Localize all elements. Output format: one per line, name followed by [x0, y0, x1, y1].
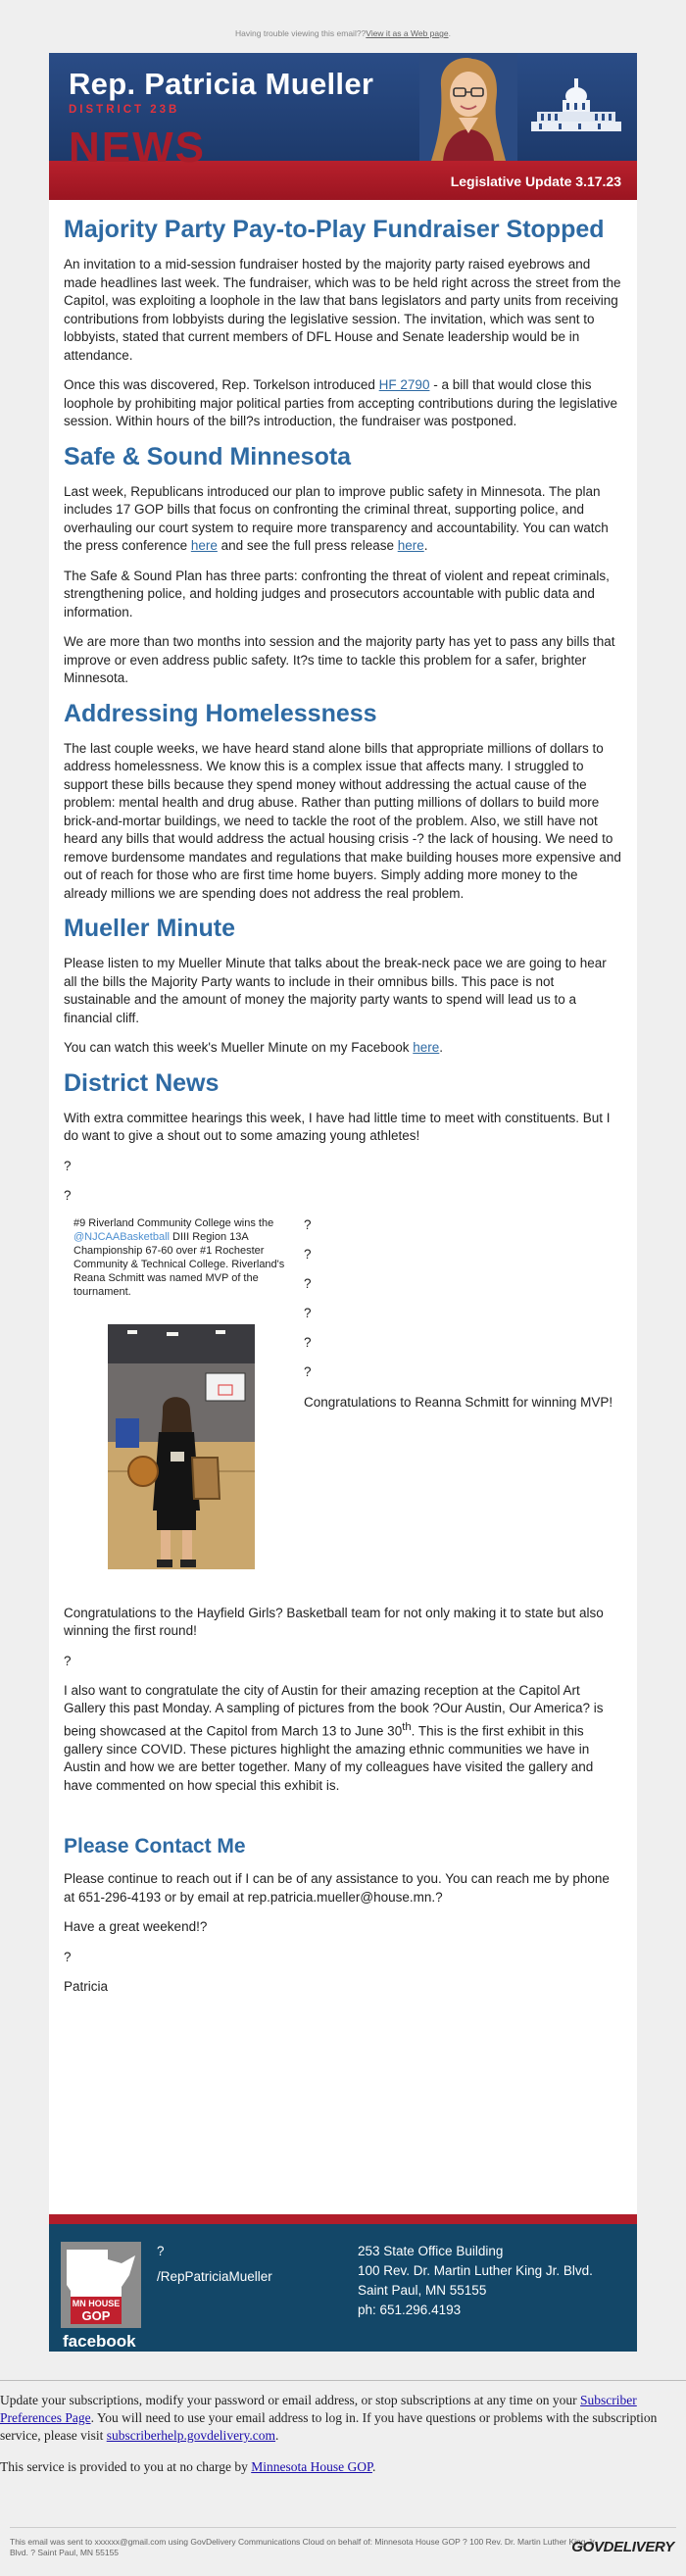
footer-band: [49, 2214, 637, 2351]
placeholder-mark: ?: [304, 1305, 312, 1320]
contact-paragraph: Please continue to reach out if I can be of any assistance to you. You can reach me by phone at 651-296-4193 or by email at rep.patricia.mueller@house.mn.?: [64, 1871, 610, 1905]
contact-heading: Please Contact Me: [64, 1835, 246, 1858]
email-body: [49, 53, 637, 2351]
tweet-side-column: [304, 1216, 617, 1412]
newsletter-content: [64, 208, 622, 2007]
weekend-greeting: Have a great weekend!?: [64, 1919, 208, 1934]
austin-paragraph: I also want to congratulate the city of Austin for their amazing reception at the Capitol Art Gallery this past Monday. A sampling of pictures from the book ?Our Austin, Our America? is being showcased at the Capitol from March 13 to June 30th. This is the first exhibit in this gallery since COVID. These pictures highlight the amazing ethnic communities we have in Austin and how we are better together. Many of my colleagues have visited the gallery and have commented on how special this exhibit is.: [64, 1682, 604, 1793]
placeholder-mark: ?: [304, 1275, 312, 1291]
tweet-embed-row: [64, 1216, 622, 1599]
tweet-card: [74, 1216, 299, 1299]
district-news-heading: District News: [64, 1068, 220, 1097]
press-release-link[interactable]: here: [397, 538, 424, 553]
subscription-notice: [0, 2392, 686, 2490]
subscription-paragraph: Update your subscriptions, modify your password or email address, or stop subscriptions at any time on your Subscriber Preferences Page. You will need to use your email address to log in. If you have questions or problems with the subscription service, please visit subscriberhelp.govdelivery.com.: [0, 2393, 658, 2443]
safe-sound-paragraph-3: We are more than two months into session and the majority party has yet to pass any bills that improve or even address public safety. It?s time to tackle this problem for a safer, brighter Minnesota.: [64, 634, 615, 685]
basketball-player-photo: [108, 1324, 255, 1569]
tweet-text: #9 Riverland Community College wins the @NJCAABasketball DIII Region 13A Championship 67-60 over #1 Rochester Community & Technical College. Riverland's Reana Schmitt was named MVP of the tournament.: [74, 1216, 285, 1298]
safe-sound-paragraph-2: The Safe & Sound Plan has three parts: confronting the threat of violent and repeat criminals, strengthening police, and holding judges and prosecutors accountable with public data and information.: [64, 568, 610, 619]
safe-sound-paragraph-1: Last week, Republicans introduced our plan to improve public safety in Minnesota. The plan includes 17 GOP bills that focus on confronting the criminal threat, supporting police, and overhauling our court system to require more transparency and accountability. You can watch the press conference here and see the full press release here.: [64, 483, 609, 553]
divider: [10, 2527, 676, 2528]
news-wordmark: NEWS: [69, 124, 206, 172]
facebook-minute-link[interactable]: here: [413, 1040, 440, 1055]
placeholder-mark: ?: [64, 1158, 72, 1173]
service-provided-paragraph: This service is provided to you at no charge by Minnesota House GOP.: [0, 2459, 376, 2474]
banner-title: Rep. Patricia Mueller: [69, 67, 374, 101]
fundraiser-heading: Majority Party Pay-to-Play Fundraiser Stopped: [64, 216, 605, 243]
fundraiser-paragraph-1: An invitation to a mid-session fundraiser hosted by the majority party raised eyebrows and made headlines last week. The fundraiser, which was to be held right across the street from the Capitol, was exploiting a loophole in the law that bans legislators and party units from receiving contributions from lobbyists during the legislative session. The invitation, which was sent to lobbyists, stated that current members of DFL House and Senate leadership would be in attendance.: [64, 257, 621, 363]
mn-house-gop-logo[interactable]: [61, 2242, 141, 2328]
placeholder-mark: ?: [304, 1216, 312, 1232]
hf-2790-link[interactable]: HF 2790: [378, 377, 430, 392]
placeholder-mark: ?: [304, 1246, 312, 1262]
facebook-handle[interactable]: /RepPatriciaMueller: [157, 2269, 272, 2284]
homelessness-heading: Addressing Homelessness: [64, 699, 377, 727]
placeholder-mark: ?: [157, 2244, 165, 2258]
web-page-link[interactable]: View it as a Web page: [366, 28, 449, 38]
newsletter-banner: [49, 53, 637, 200]
trouble-viewing-note: Having trouble viewing this email??View it as a Web page.: [235, 28, 451, 38]
mn-house-gop-link[interactable]: Minnesota House GOP: [251, 2459, 372, 2474]
mueller-minute-heading: Mueller Minute: [64, 915, 236, 942]
mvp-congrats-text: Congratulations to Reanna Schmitt for winning MVP!: [304, 1394, 613, 1410]
legislative-update-date: Legislative Update 3.17.23: [450, 173, 621, 189]
mueller-minute-paragraph-1: Please listen to my Mueller Minute that talks about the break-neck pace we are going to hear all the bills the Majority Party wants to include in their omnibus bills. This pace is not sustainable and the amount of money the majority party wants to spend will lead us to a financial cliff.: [64, 956, 607, 1025]
svg-text:GOP: GOP: [81, 2308, 111, 2323]
placeholder-mark: ?: [304, 1334, 312, 1350]
njcaa-mention[interactable]: @NJCAABasketball: [74, 1230, 170, 1243]
fundraiser-paragraph-2: Once this was discovered, Rep. Torkelson introduced HF 2790 - a bill that would close this loophole by prohibiting major political parties from accepting contributions during the legislative session. Within hours of the bill?s introduction, the fundraiser was postponed.: [64, 377, 618, 428]
representative-portrait: [419, 53, 517, 161]
facebook-label[interactable]: facebook: [63, 2332, 136, 2351]
subscriber-preferences-link[interactable]: Subscriber Preferences Page: [0, 2393, 637, 2425]
district-label: DISTRICT 23B: [69, 104, 180, 116]
placeholder-mark: ?: [64, 1653, 72, 1668]
district-news-paragraph: With extra committee hearings this week, I have had little time to meet with constituents. But I do want to give a shout out to some amazing young athletes!: [64, 1110, 611, 1143]
svg-text:MN HOUSE: MN HOUSE: [72, 2299, 121, 2308]
placeholder-mark: ?: [304, 1363, 312, 1379]
divider: [0, 2380, 686, 2381]
office-address: 253 State Office Building 100 Rev. Dr. Martin Luther King Jr. Blvd. Saint Paul, MN 55155 ph: 651.296.4193: [358, 2244, 593, 2317]
sent-to-note: This email was sent to xxxxxx@gmail.com using GovDelivery Communications Cloud on behalf of: Minnesota House GOP ? 100 Rev. Dr. Martin Luther King Jr. Blvd. ? Saint Paul, MN 55155: [10, 2537, 597, 2557]
signature: Patricia: [64, 1978, 109, 1994]
mueller-minute-paragraph-2: You can watch this week's Mueller Minute on my Facebook here.: [64, 1040, 444, 1055]
homelessness-paragraph: The last couple weeks, we have heard stand alone bills that appropriate millions of dollars to address homelessness. We know this is a complex issue that affects many. I struggled to support these bills because they spend money without addressing the actual cause of the problem: mental health and drug abuse. Rather than putting millions of dollars to build more brick-and-mortar buildings, we need to tackle the root of the problem. Also, we still have not heard any bills that would address the actual housing crisis -? the lack of housing. We need to remove burdensome mandates and regulations that make building houses more expensive and out of reach for those who are first time home buyers. Simply adding more money to the already millions we are spending does not address the real problem.: [64, 740, 621, 901]
capitol-building-icon: [529, 74, 623, 135]
subscriber-help-link[interactable]: subscriberhelp.govdelivery.com: [106, 2428, 276, 2443]
placeholder-mark: ?: [64, 1949, 72, 1964]
govdelivery-logo[interactable]: GOVDELIVERY: [571, 2539, 674, 2555]
hayfield-congrats: Congratulations to the Hayfield Girls? Basketball team for not only making it to state but also winning the first round!: [64, 1605, 604, 1638]
safe-sound-heading: Safe & Sound Minnesota: [64, 442, 352, 471]
placeholder-mark: ?: [64, 1187, 72, 1203]
press-conference-link[interactable]: here: [190, 538, 218, 553]
